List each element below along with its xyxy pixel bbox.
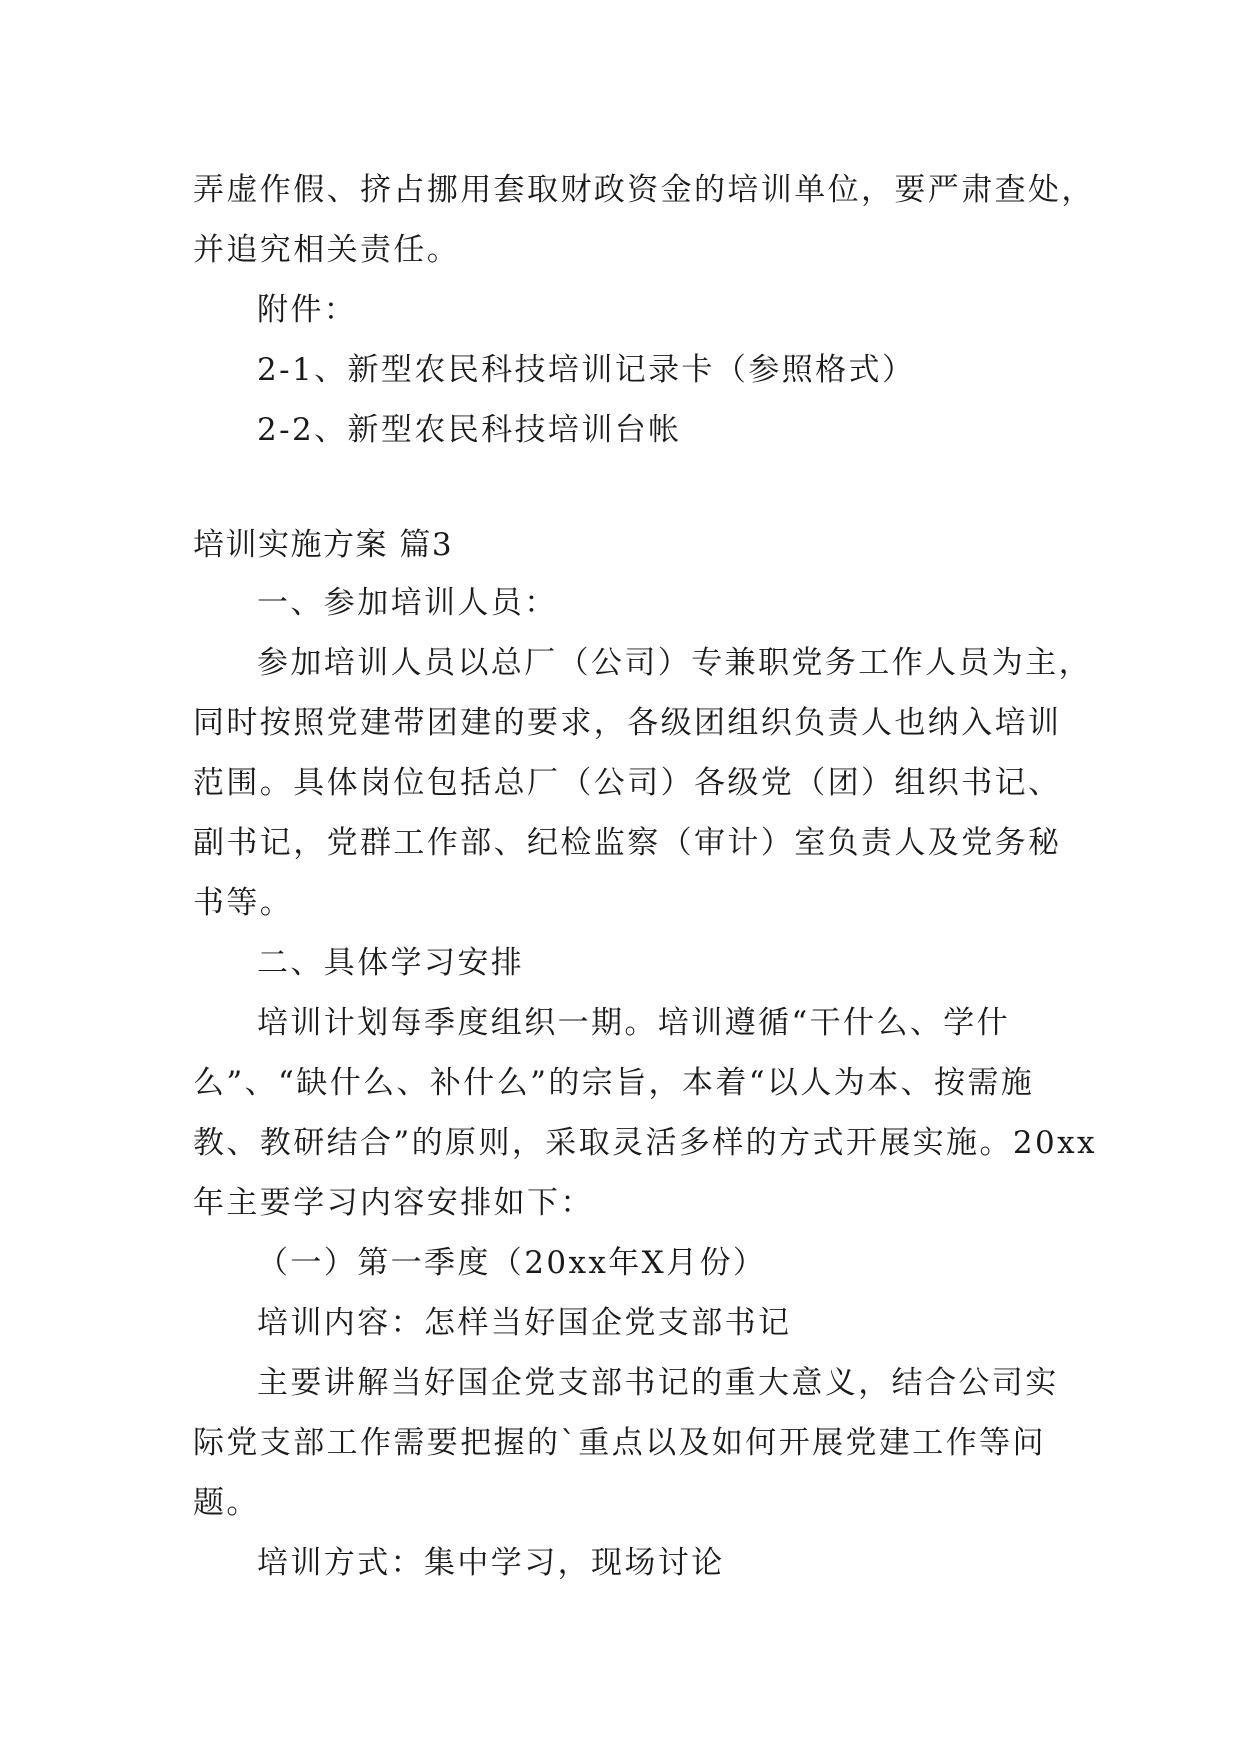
paragraph-1-line-5: 书等。 <box>193 885 294 921</box>
paragraph-2-line-3: 教、教研结合”的原则，采取灵活多样的方式开展实施。20xx <box>193 1125 1097 1161</box>
paragraph-3-line-3: 题。 <box>193 1485 260 1521</box>
attachment-label: 附件： <box>257 292 358 328</box>
training-method: 培训方式：集中学习，现场讨论 <box>257 1545 725 1581</box>
paragraph-1-line-1: 参加培训人员以总厂（公司）专兼职党务工作人员为主， <box>257 645 1092 681</box>
paragraph-2-line-2: 么”、“缺什么、补什么”的宗旨，本着“以人为本、按需施 <box>193 1065 1035 1101</box>
paragraph-1-line-3: 范围。具体岗位包括总厂（公司）各级党（团）组织书记、 <box>193 765 1062 801</box>
paragraph-1-line-2: 同时按照党建带团建的要求，各级团组织负责人也纳入培训 <box>193 705 1062 741</box>
text-line-1: 弄虚作假、挤占挪用套取财政资金的培训单位，要严肃查处， <box>193 172 1095 208</box>
quarter-heading: （一）第一季度（20xx年X月份） <box>257 1245 767 1281</box>
attachment-item-2: 2-2、新型农民科技培训台帐 <box>257 412 682 448</box>
paragraph-1-line-4: 副书记，党群工作部、纪检监察（审计）室负责人及党务秘 <box>193 825 1062 861</box>
subheading-1: 一、参加培训人员： <box>257 585 558 621</box>
subheading-2: 二、具体学习安排 <box>257 945 525 981</box>
paragraph-3-line-2: 际党支部工作需要把握的`重点以及如何开展党建工作等问 <box>193 1425 1046 1461</box>
paragraph-3-line-1: 主要讲解当好国企党支部书记的重大意义，结合公司实 <box>257 1365 1059 1401</box>
attachment-item-1: 2-1、新型农民科技培训记录卡（参照格式） <box>257 352 916 388</box>
section-title: 培训实施方案 篇3 <box>193 527 454 563</box>
paragraph-2-line-1: 培训计划每季度组织一期。培训遵循“干什么、学什 <box>257 1005 1011 1041</box>
training-content: 培训内容：怎样当好国企党支部书记 <box>257 1305 792 1341</box>
paragraph-2-line-4: 年主要学习内容安排如下： <box>193 1185 594 1221</box>
text-line-2: 并追究相关责任。 <box>193 232 461 268</box>
